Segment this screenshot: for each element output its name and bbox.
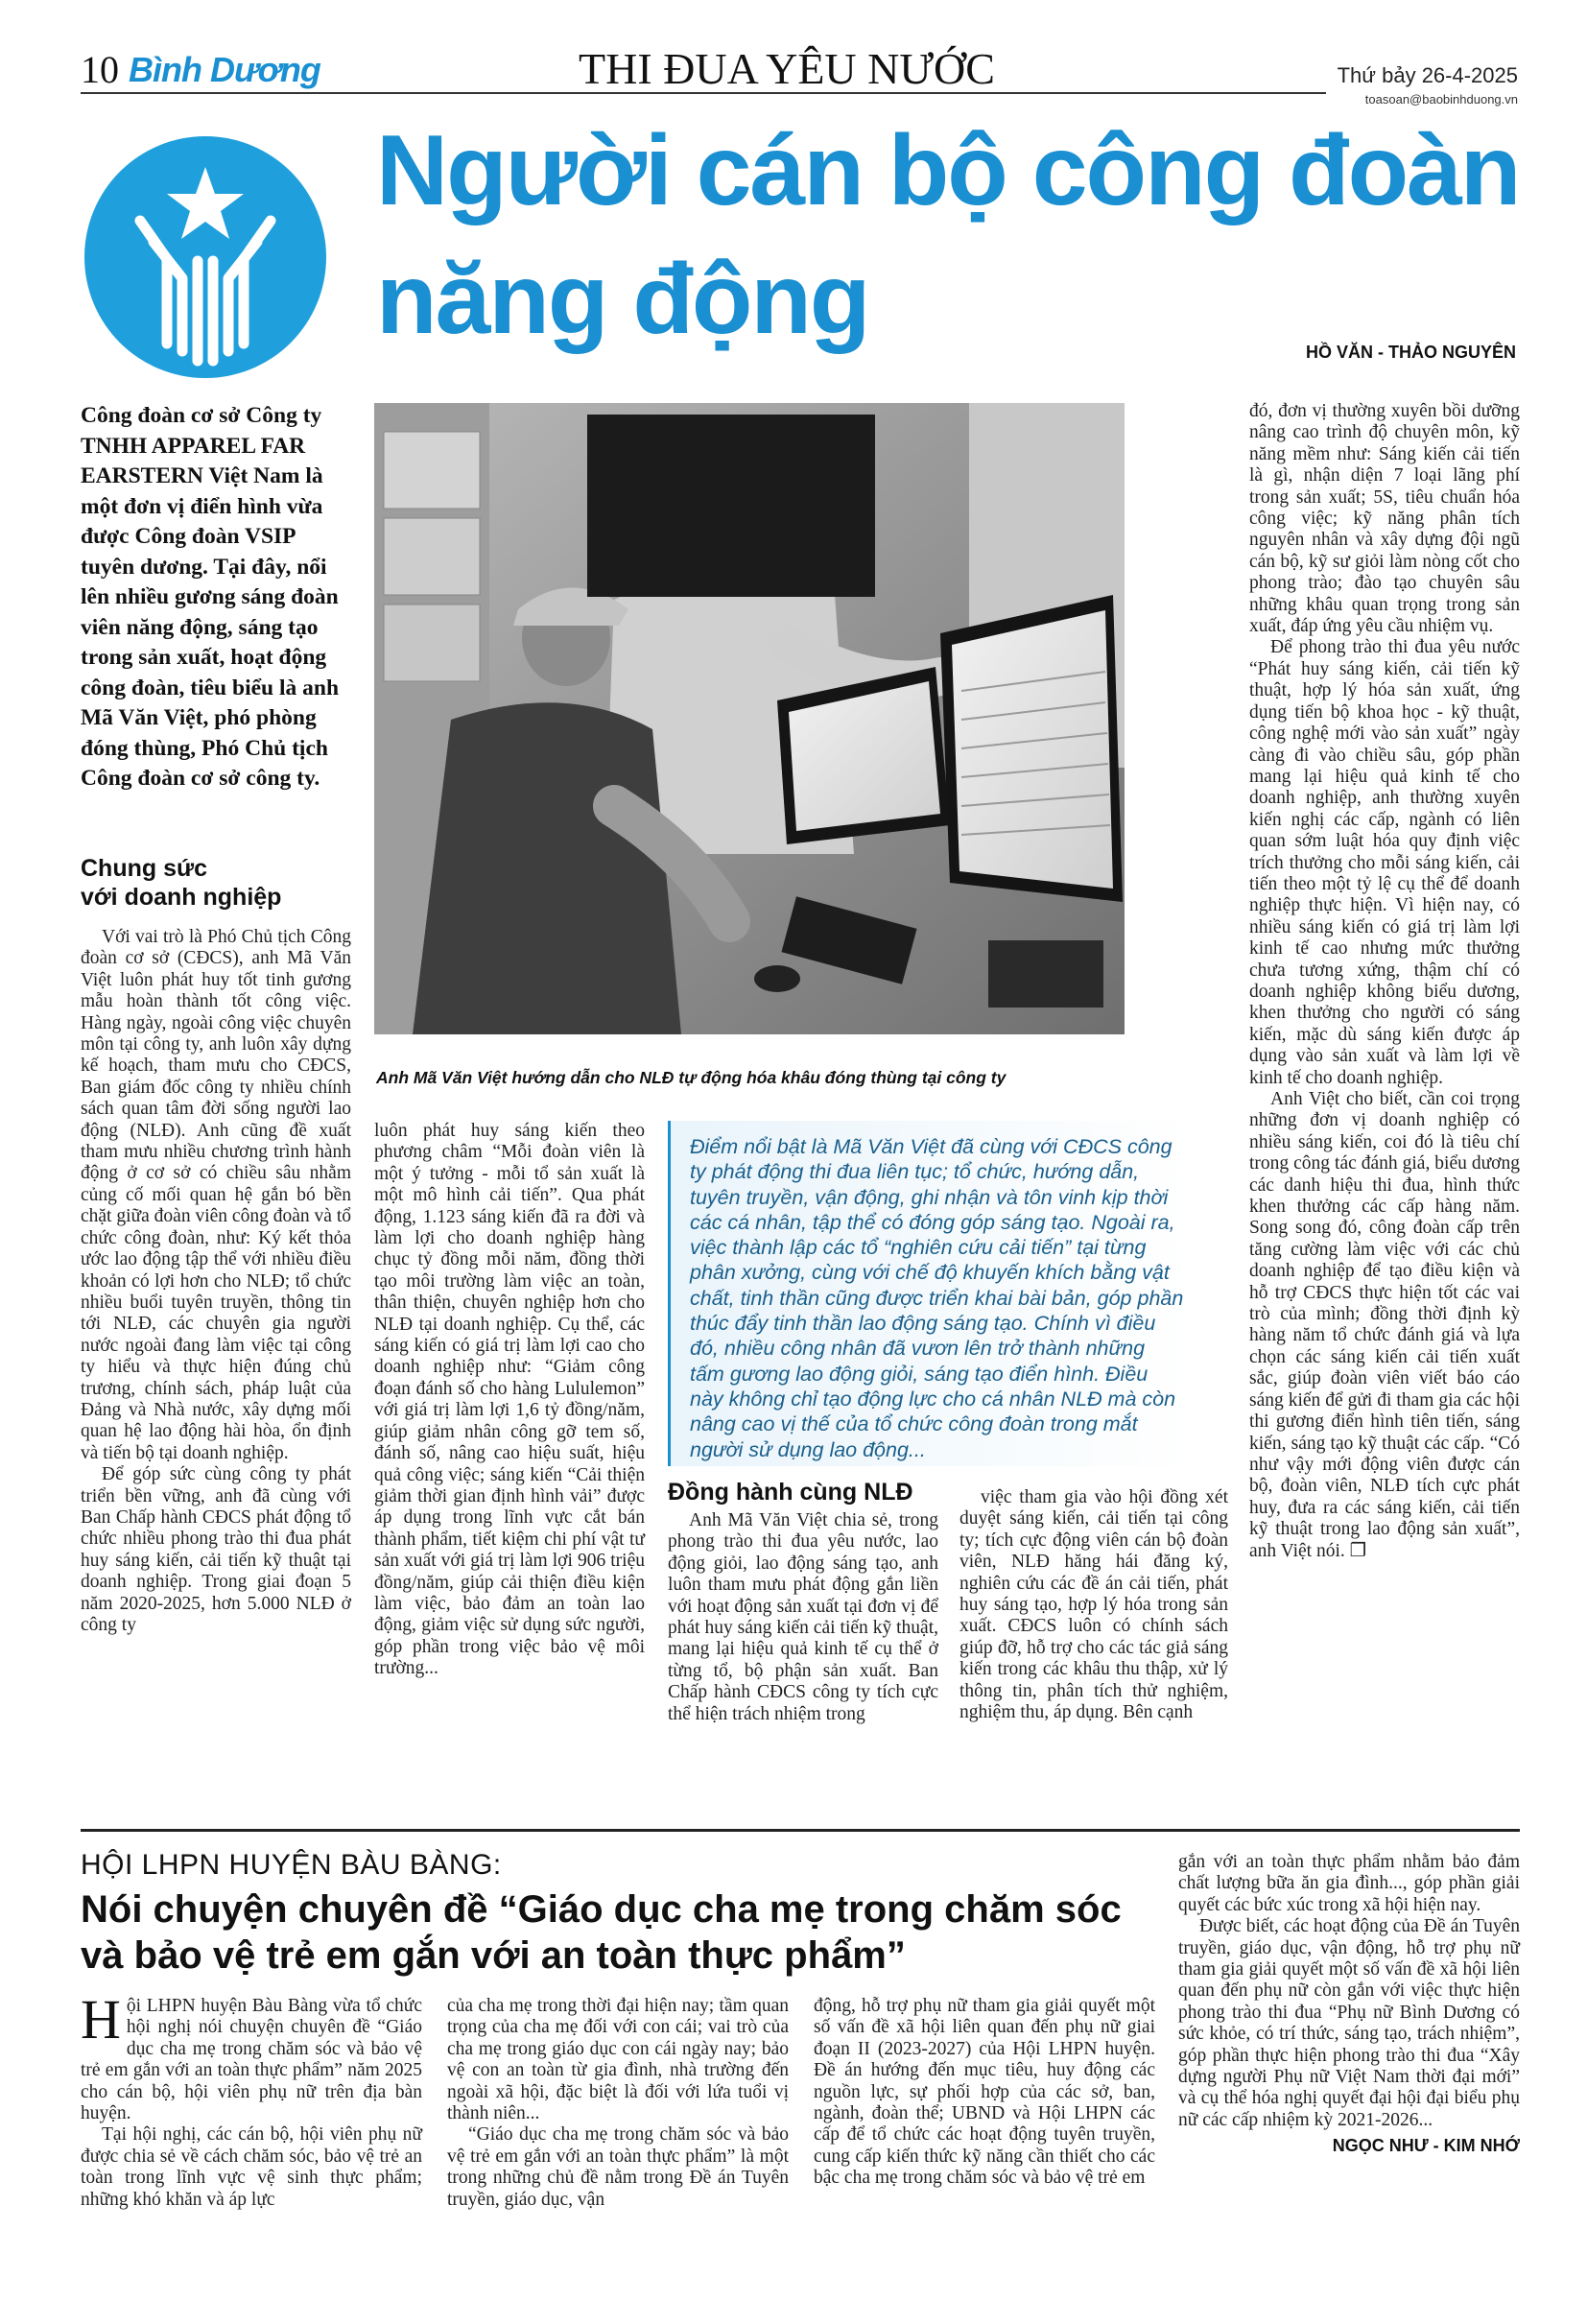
article-byline: HỒ VĂN - THẢO NGUYÊN [1305, 343, 1516, 362]
article2-column-1 [81, 1988, 422, 2211]
pull-quote [668, 1121, 1196, 1466]
photo-caption: Anh Mã Văn Việt hướng dẫn cho NLĐ tự động hóa khâu đóng thùng tại công ty [376, 1068, 1007, 1087]
drop-cap: H [81, 1988, 121, 2051]
paragraph-text: ội LHPN huyện Bàu Bàng vừa tổ chức hội nghị nói chuyện chuyên đề “Giáo dục cha mẹ trong chăm sóc và bảo vệ trẻ em gắn với an toàn thực phẩm” năm 2025 cho cán bộ, hội viên phụ nữ trên địa bàn huyện. [81, 1996, 422, 2124]
paragraph: Với vai trò là Phó Chủ tịch Công đoàn cơ sở (CĐCS), anh Mã Văn Việt luôn phát huy tốt tinh gương mẫu hoàn thành tốt công việc. Hàng ngày, ngoài công việc chuyên môn tại công ty, anh luôn xây dựng kế hoạch, tham mưu cho CĐCS, Ban giám đốc công ty nhiều chính sách quan tâm đời sống người lao động (NLĐ). Anh cũng đề xuất tham mưu nhiều chương trình hành động ở cơ sở có chiều sâu nhằm củng cố mối quan hệ gắn bó bền chặt giữa đoàn viên công đoàn và tổ chức công đoàn, như: Ký kết thỏa ước lao động tập thể với nhiều điều khoản có lợi hơn cho NLĐ; tổ chức nhiều buổi tuyên truyền, thông tin tới NLĐ, các chuyên gia người nước ngoài đang làm việc tại công ty hiểu và thực hiện đúng chủ trương, chính sách, pháp luật của Đảng và Nhà nước, xây dựng mối quan hệ lao động hài hòa, ổn định và tiến bộ tại doanh nghiệp. [81, 927, 351, 1463]
article2-column-3: động, hỗ trợ phụ nữ tham gia giải quyết một số vấn đề xã hội liên quan đến phụ nữ giai đoạn II (2023-2027) của Hội LHPN huyện. Đề án hướng đến mục tiêu, huy động các nguồn lực, sự phối hợp của các sở, ban, ngành, đoàn thể; UBND và Hội LHPN các cấp để tổ chức các hoạt động tuyên truyền, cung cấp kiến thức kỹ năng cần thiết cho các bậc cha mẹ trong chăm sóc và bảo vệ trẻ em [814, 1996, 1155, 2189]
contact-email[interactable]: toasoan@baobinhduong.vn [1364, 92, 1518, 107]
subhead-line: Chung sức [81, 855, 207, 882]
header-rule [81, 92, 1326, 94]
article2-title-line1: Nói chuyện chuyên đề “Giáo dục cha mẹ trong chăm sóc [81, 1888, 1122, 1931]
paragraph: gắn với an toàn thực phẩm nhằm bảo đảm chất lượng bữa ăn gia đình..., góp phần giải quyết các bức xúc trong xã hội hiện nay. [1178, 1852, 1520, 1915]
paragraph [81, 1988, 422, 2124]
article2-byline: NGỌC NHƯ - KIM NHỚ [1332, 2136, 1520, 2156]
brand-logo: Bình Dương [129, 50, 320, 89]
page-number: 10 [81, 48, 119, 91]
paragraph: “Giáo dục cha mẹ trong chăm sóc và bảo vệ trẻ em gắn với an toàn thực phẩm” là một trong những chủ đề nằm trong Đề án Tuyên truyền, giáo dục, vận [447, 2124, 789, 2210]
end-mark: ❐ [1349, 1540, 1367, 1561]
article2-kicker: HỘI LHPN HUYỆN BÀU BÀNG: [81, 1849, 502, 1881]
paragraph: của cha mẹ trong thời đại hiện nay; tầm quan trọng của cha mẹ đối với con cái; vai trò của cha mẹ trong giáo dục con cái ngày nay; bảo vệ con an toàn từ gia đình, nhà trường đến ngoài xã hội, đặc biệt là đối với lứa tuổi vị thành niên... [447, 1996, 789, 2124]
paragraph: Tại hội nghị, các cán bộ, hội viên phụ nữ được chia sẻ về cách chăm sóc, bảo vệ trẻ an toàn trong lĩnh vực vệ sinh thực phẩm; những khó khăn và áp lực [81, 2124, 422, 2210]
paragraph: đó, đơn vị thường xuyên bồi dưỡng nâng cao trình độ chuyên môn, kỹ năng mềm như: Sáng kiến cải tiến là gì, nhận diện 7 loại lãng phí trong sản xuất; 5S, tiêu chuẩn hóa công việc; kỹ năng phân tích nguyên nhân và xây dựng đội ngũ cán bộ, kỹ sư giỏi làm nòng cốt cho phong trào; đào tạo chuyên sâu những khâu quan trọng trong sản xuất, đáp ứng yêu cầu nhiệm vụ. [1249, 401, 1520, 637]
article-title-line2: năng động [376, 244, 869, 355]
subhead-chung-suc [81, 854, 351, 912]
subhead-dong-hanh: Đồng hành cùng NLĐ [668, 1479, 913, 1506]
column-2: luôn phát huy sáng kiến theo phương châm “Mỗi đoàn viên là một ý tưởng - mỗi tổ sản xuất là một mô hình cải tiến”. Qua phát động, 1.123 sáng kiến đã ra đời và làm lợi cho doanh nghiệp hàng chục tỷ đồng mỗi năm, đồng thời tạo môi trường làm việc an toàn, thân thiện, chuyên nghiệp hơn cho NLĐ tại doanh nghiệp. Cụ thể, các sáng kiến có giá trị làm lợi cao cho doanh nghiệp như: “Giảm công đoạn đánh số cho hàng Lululemon” với giá trị làm lợi 1,6 tỷ đồng/năm, giúp giảm nhân công gỡ tem số, đánh số, nâng cao hiệu suất, hiệu quả công việc; sáng kiến “Cải thiện giảm thời gian định hình vải” được áp dụng trong lĩnh vực cắt bán thành phẩm, tiết kiệm chi phí vật tư sản xuất với giá trị làm lợi 906 triệu đồng/năm, giúp cải thiện điều kiện làm việc, bảo đảm an toàn lao động, giảm việc sử dụng sức người, góp phần trong việc bảo vệ môi trường... [374, 1121, 645, 1679]
article2-column-2 [447, 1996, 789, 2211]
article-photo [374, 403, 1125, 1034]
article2-title-line2: và bảo vệ trẻ em gắn với an toàn thực phẩm” [81, 1934, 906, 1977]
emulation-star-logo-icon [83, 134, 328, 380]
subhead-line: với doanh nghiệp [81, 884, 282, 911]
paragraph [1249, 1089, 1520, 1562]
article-title-line1: Người cán bộ công đoàn [376, 115, 1520, 226]
column-5 [1249, 401, 1520, 1562]
section-title: THI ĐUA YÊU NƯỚC [579, 44, 995, 93]
column-3: Anh Mã Văn Việt chia sẻ, trong phong trào thi đua yêu nước, lao động giỏi, lao động sáng tạo, anh luôn tham mưu phát động gắn liền với hoạt động sản xuất tại đơn vị để phát huy sáng kiến cải tiến kỹ thuật, mang lại hiệu quả kinh tế cụ thể ở từng tổ, bộ phận sản xuất. Ban Chấp hành CĐCS công ty tích cực thể hiện trách nhiệm trong [668, 1510, 938, 1724]
paragraph-text: Anh Việt cho biết, cần coi trọng những đơn vị doanh nghiệp có nhiều sáng kiến, coi đó là tiêu chí trong công tác đánh giá, biểu dương các danh hiệu thi đua, hình thức khen thưởng các cấp hàng năm. Song song đó, công đoàn cấp trên tăng cường làm việc với các chủ doanh nghiệp để tạo điều kiện và hỗ trợ CĐCS thực hiện tốt các vai trò của mình; đồng thời định kỳ hàng năm tổ chức đánh giá và lựa chọn các sáng kiến cải tiến xuất sắc, giúp đoàn viên viết báo cáo sáng kiến để gửi đi tham gia các hội thi gương điển hình tiên tiến, sáng kiến, sáng tạo kỹ thuật các cấp. “Có như vậy mới động viên được cán bộ, đoàn viên, NLĐ tích cực phát huy, đưa ra các sáng kiến, cải tiến kỹ thuật trong lao động sản xuất”, anh Việt nói. [1249, 1089, 1520, 1561]
column-1 [81, 927, 351, 1636]
article2-column-4 [1178, 1852, 1520, 2158]
paragraph: Để góp sức cùng công ty phát triển bền vững, anh đã cùng với Ban Chấp hành CĐCS phát động tổ chức nhiều phong trào thi đua phát huy sáng kiến, cải tiến kỹ thuật tại doanh nghiệp. Trong giai đoạn 5 năm 2020-2025, hơn 5.000 NLĐ ở công ty [81, 1464, 351, 1635]
paragraph: Được biết, các hoạt động của Đề án Tuyên truyền, giáo dục, vận động, hỗ trợ phụ nữ tham gia giải quyết một số vấn đề xã hội liên quan đến phụ nữ còn gắn với việc thực hiện phong trào thi đua “Phụ nữ Bình Dương có sức khỏe, có trí thức, sáng tạo, trách nhiệm”, góp phần thực hiện phong trào thi đua “Xây dựng người Phụ nữ Việt Nam thời đại mới” và cụ thể hóa nghị quyết đại hội đại biểu phụ nữ các cấp nhiệm kỳ 2021-2026... [1178, 1916, 1520, 2130]
article-lead: Công đoàn cơ sở Công ty TNHH APPAREL FAR EARSTERN Việt Nam là một đơn vị điển hình vừa được Công đoàn VSIP tuyên dương. Tại đây, nổi lên nhiều gương sáng đoàn viên năng động, sáng tạo trong sản xuất, hoạt động công đoàn, tiêu biểu là anh Mã Văn Việt, phó phòng đóng thùng, Phó Chủ tịch Công đoàn cơ sở công ty. [81, 403, 340, 791]
issue-date: Thứ bảy 26-4-2025 [1337, 63, 1518, 87]
pull-quote-text: Điểm nổi bật là Mã Văn Việt đã cùng với CĐCS công ty phát động thi đua liên tục; tổ chức, hướng dẫn, tuyên truyền, vận động, ghi nhận và tôn vinh kịp thời các cá nhân, tập thể có đóng góp sáng tạo. Ngoài ra, việc thành lập các tổ “nghiên cứu cải tiến” tại từng phân xưởng, cùng với chế độ khuyến khích bằng vật chất, tinh thần cũng được triển khai bài bản, góp phần thúc đẩy tinh thần lao động sáng tạo. Chính vì điều đó, nhiều công nhân đã vươn lên trở thành những tấm gương lao động giỏi, sáng tạo điển hình. Điều này không chỉ tạo động lực cho cá nhân NLĐ mà còn nâng cao vị thế của tổ chức công đoàn trong mắt người sử dụng lao động... [690, 1135, 1184, 1461]
paragraph: Để phong trào thi đua yêu nước “Phát huy sáng kiến, cải tiến kỹ thuật, hợp lý hóa sản xuất, ứng dụng tiến bộ khoa học - kỹ thuật, công nghệ mới vào sản xuất” ngày càng đi vào chiều sâu, góp phần mang lại hiệu quả kinh tế cho doanh nghiệp, anh thường xuyên kiến nghị các cấp, ngành có liên quan sớm luật hóa quy định việc trích thưởng cho mỗi sáng kiến, cải tiến theo một tỷ lệ cụ thể để doanh nghiệp thực hiện. Vì hiện nay, có nhiều sáng kiến có giá trị làm lợi kinh tế cao nhưng mức thưởng chưa tương xứng, thậm chí có doanh nghiệp không biểu dương, khen thưởng cho người có sáng kiến, mặc dù sáng kiến được áp dụng vào sản xuất và làm lợi về kinh tế cho doanh nghiệp. [1249, 637, 1520, 1088]
column-4: việc tham gia vào hội đồng xét duyệt sáng kiến, cải tiến tại công ty; tích cực động viên cán bộ đoàn viên, NLĐ hăng hái đăng ký, nghiên cứu các đề án cải tiến, phát huy sáng tạo, hợp lý hóa trong sản xuất. CĐCS luôn có chính sách giúp đỡ, hỗ trợ cho các tác giả sáng kiến trong các khâu thu thập, xử lý thông tin, phân tích thử nghiệm, nghiệm thu, áp dụng. Bên cạnh [959, 1487, 1228, 1723]
article-divider [81, 1829, 1520, 1832]
